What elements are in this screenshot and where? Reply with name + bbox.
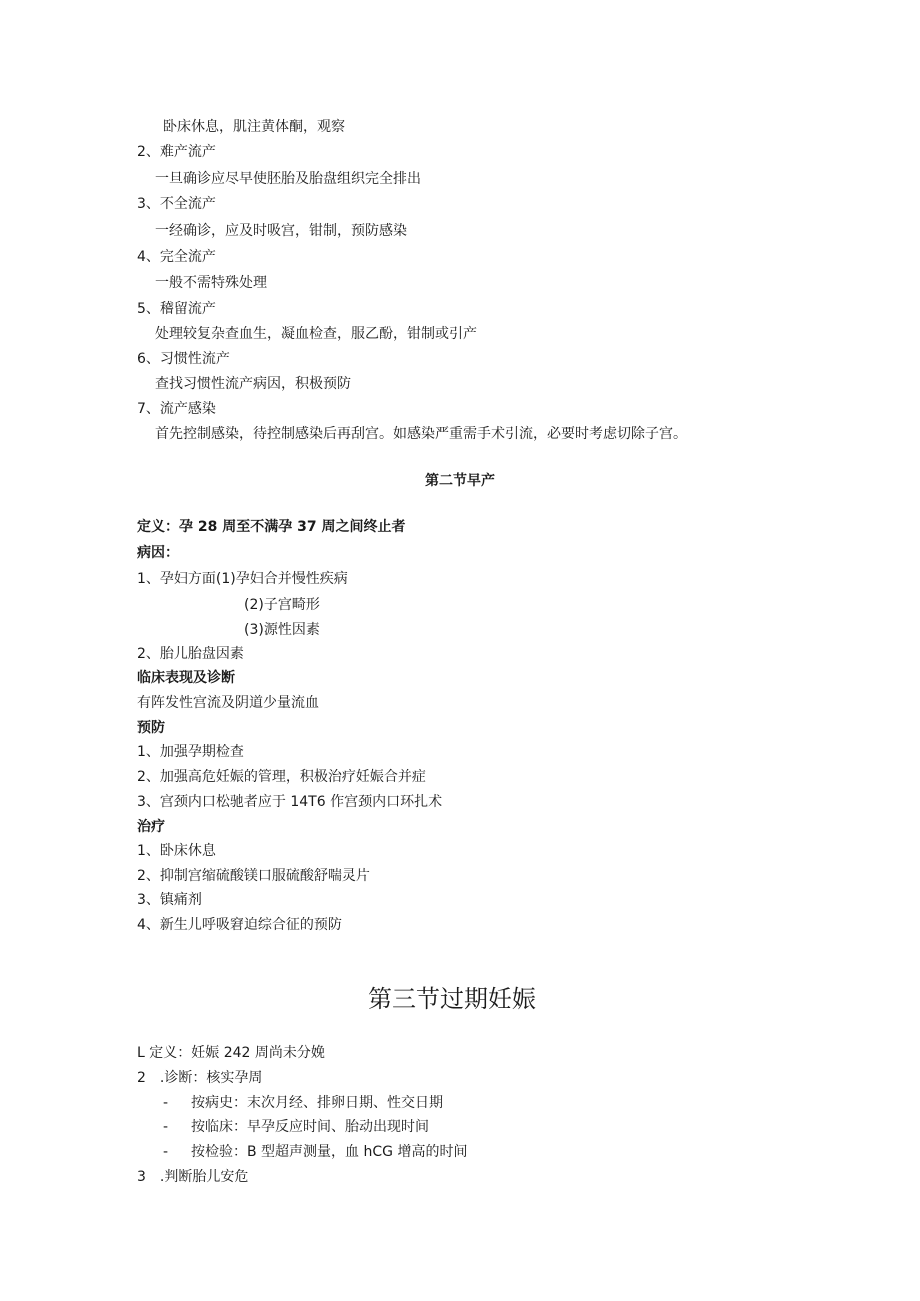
text-line: 处理较复杂查血生，凝血检查，服乙酚，钳制或引产: [155, 326, 477, 342]
list-item: 2、胎儿胎盘因素: [137, 646, 244, 662]
list-item: 2 .诊断：核实孕周: [137, 1070, 263, 1086]
list-item: 2、抑制宫缩硫酸镁口服硫酸舒喘灵片: [137, 868, 370, 884]
list-item: 2、加强高危妊娠的管理，积极治疗妊娠合并症: [137, 769, 426, 785]
definition-line: 定义：孕 28 周至不满孕 37 周之间终止者: [137, 519, 406, 535]
list-subitem: (2)子宫畸形: [244, 597, 320, 613]
list-heading: 7、流产感染: [137, 401, 216, 417]
bullet-dash: -: [163, 1095, 169, 1111]
text-line: 卧床休息，肌注黄体酮，观察: [163, 119, 345, 135]
list-subitem: 按检验：B 型超声测量，血 hCG 增高的时间: [191, 1144, 468, 1160]
text-line: 查找习惯性流产病因，积极预防: [155, 376, 351, 392]
list-item: 1、卧床休息: [137, 843, 216, 859]
subheading-treatment: 治疗: [137, 819, 165, 835]
list-item: 4、新生儿呼吸窘迫综合征的预防: [137, 917, 342, 933]
list-subitem: (3)源性因素: [244, 622, 320, 638]
text-line: 首先控制感染，待控制感染后再刮宫。如感染严重需手术引流，必要时考虑切除子宫。: [155, 426, 687, 442]
subheading-prevention: 预防: [137, 720, 165, 736]
bullet-dash: -: [163, 1119, 169, 1135]
section-title-postterm: 第三节过期妊娠: [368, 985, 536, 1013]
list-heading: 2、难产流产: [137, 144, 216, 160]
list-heading: 4、完全流产: [137, 249, 216, 265]
list-item: 1、加强孕期检查: [137, 744, 244, 760]
subheading-cause: 病因：: [137, 545, 179, 561]
text-line: 一经确诊，应及时吸宫，钳制，预防感染: [155, 223, 407, 239]
list-item: 1、孕妇方面(1)孕妇合并慢性疾病: [137, 571, 348, 587]
text-line: 一般不需特殊处理: [155, 275, 267, 291]
list-heading: 6、习惯性流产: [137, 351, 230, 367]
text-line: 一旦确诊应尽早使胚胎及胎盘组织完全排出: [155, 171, 421, 187]
subheading-clinical: 临床表现及诊断: [137, 670, 235, 686]
bullet-dash: -: [163, 1144, 169, 1160]
list-subitem: 按临床：早孕反应时间、胎动出现时间: [191, 1119, 429, 1135]
list-item: L 定义：妊娠 242 周尚未分娩: [137, 1045, 325, 1061]
text-line: 有阵发性宫流及阴道少量流血: [137, 695, 319, 711]
list-subitem: 按病史：末次月经、排卵日期、性交日期: [191, 1095, 443, 1111]
list-item: 3、镇痛剂: [137, 892, 202, 908]
list-item: 3 .判断胎儿安危: [137, 1169, 249, 1185]
list-item: 3、宫颈内口松驰者应于 14T6 作宫颈内口环扎术: [137, 794, 443, 810]
list-heading: 5、稽留流产: [137, 301, 216, 317]
list-heading: 3、不全流产: [137, 196, 216, 212]
section-title-preterm: 第二节早产: [425, 473, 495, 489]
